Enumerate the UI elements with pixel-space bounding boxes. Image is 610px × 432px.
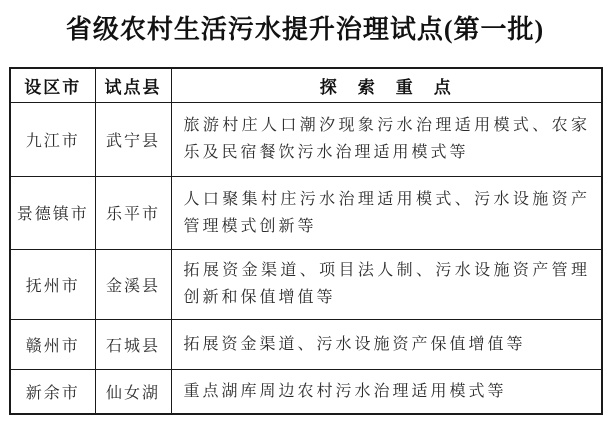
cell-city: 赣州市 xyxy=(10,319,95,369)
table-row xyxy=(10,249,602,319)
cell-county: 仙女湖 xyxy=(95,369,171,414)
header-county: 试点县 xyxy=(95,68,171,102)
cell-county: 石城县 xyxy=(95,319,171,369)
header-focus: 探 索 重 点 xyxy=(171,68,602,102)
cell-focus: 拓展资金渠道、项目法人制、污水设施资产管理创新和保值增值等 xyxy=(171,249,602,319)
cell-county: 金溪县 xyxy=(95,249,171,319)
cell-city: 景德镇市 xyxy=(10,176,95,249)
document-title: 省级农村生活污水提升治理试点(第一批) xyxy=(65,15,545,44)
cell-county: 武宁县 xyxy=(95,102,171,176)
table-row xyxy=(10,176,602,249)
cell-focus: 拓展资金渠道、污水设施资产保值增值等 xyxy=(171,319,602,369)
cell-focus: 旅游村庄人口潮汐现象污水治理适用模式、农家乐及民宿餐饮污水治理适用模式等 xyxy=(171,102,602,176)
header-city: 设区市 xyxy=(10,68,95,102)
cell-city: 新余市 xyxy=(10,369,95,414)
cell-city: 九江市 xyxy=(10,102,95,176)
pilot-table xyxy=(9,67,603,415)
cell-focus: 人口聚集村庄污水治理适用模式、污水设施资产管理模式创新等 xyxy=(171,176,602,249)
table-header-row xyxy=(10,68,602,102)
table-row xyxy=(10,319,602,369)
table-row xyxy=(10,369,602,414)
cell-county: 乐平市 xyxy=(95,176,171,249)
table-row xyxy=(10,102,602,176)
cell-city: 抚州市 xyxy=(10,249,95,319)
cell-focus: 重点湖库周边农村污水治理适用模式等 xyxy=(171,369,602,414)
